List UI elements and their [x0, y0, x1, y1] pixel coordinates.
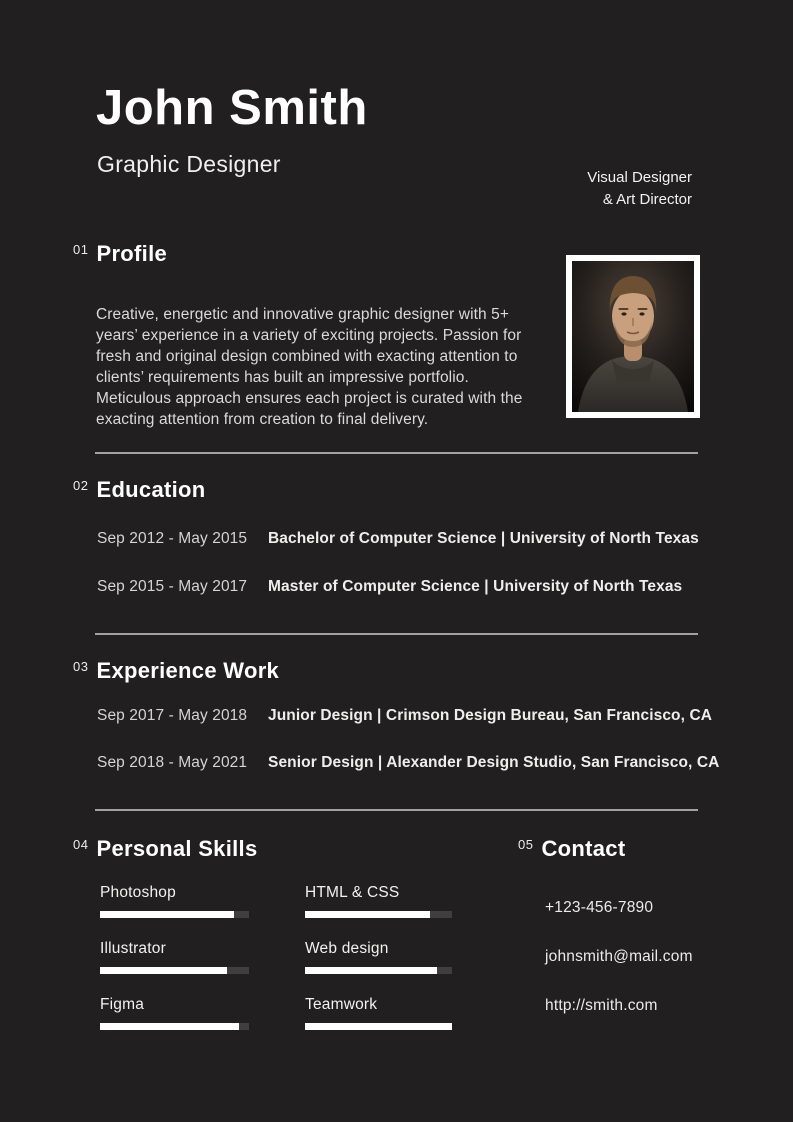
section-number: 02 [73, 478, 89, 493]
side-role [587, 167, 692, 210]
skills-grid [100, 884, 452, 1030]
experience-item [97, 707, 712, 725]
section-number: 03 [73, 659, 89, 674]
skill-bar-fill [100, 967, 227, 974]
contact-website: http://smith.com [545, 997, 658, 1014]
skill-bar-track [305, 967, 452, 974]
section-divider [95, 452, 698, 454]
skill-label: Teamwork [305, 996, 378, 1013]
education-dates: Sep 2015 - May 2017 [97, 578, 248, 595]
skill-label: HTML & CSS [305, 884, 400, 901]
skill-bar-track [100, 967, 249, 974]
experience-description: Senior Design | Alexander Design Studio, San Francisco, CA [268, 754, 720, 771]
skill-bar-track [100, 911, 249, 918]
job-title: Graphic Designer [97, 151, 281, 177]
skill-item [100, 940, 249, 974]
contact-section-heading [518, 836, 625, 861]
profile-section-heading [73, 241, 167, 266]
skill-item [100, 996, 249, 1030]
skills-section-heading [73, 836, 258, 861]
skill-bar-fill [305, 1023, 452, 1030]
experience-section-heading [73, 658, 279, 683]
contact-list [545, 899, 693, 1015]
skill-bar-fill [305, 967, 437, 974]
experience-item [97, 754, 719, 772]
section-number: 05 [518, 837, 534, 852]
experience-dates: Sep 2018 - May 2021 [97, 754, 248, 771]
education-dates: Sep 2012 - May 2015 [97, 530, 248, 547]
education-section-heading [73, 477, 206, 502]
section-number: 01 [73, 242, 89, 257]
contact-email: johnsmith@mail.com [545, 948, 693, 965]
skill-bar-track [305, 1023, 452, 1030]
education-description: Master of Computer Science | University of North Texas [268, 578, 683, 595]
side-role-line-2: & Art Director [602, 190, 692, 208]
skill-item [100, 884, 249, 918]
section-title: Personal Skills [96, 836, 258, 861]
experience-dates: Sep 2017 - May 2018 [97, 707, 248, 724]
section-divider [95, 809, 698, 811]
skill-label: Web design [305, 940, 389, 957]
skill-bar-fill [305, 911, 430, 918]
skill-label: Illustrator [100, 940, 166, 957]
skill-bar-track [305, 911, 452, 918]
section-title: Contact [541, 836, 626, 861]
skill-item [305, 884, 452, 918]
section-title: Education [96, 477, 206, 502]
section-title: Experience Work [96, 658, 280, 683]
profile-summary: Creative, energetic and innovative graphic designer with 5+ years’ experience in a variety of exciting projects. Passion for fresh and original design combined with exacting attention to clients’ requirements has built an impressive portfolio. Meticulous approach ensures each project is curated with the exacting attention from creation to final delivery. [96, 305, 523, 428]
section-title: Profile [96, 241, 168, 266]
side-role-line-1: Visual Designer [587, 169, 692, 186]
section-number: 04 [73, 837, 89, 852]
section-divider [95, 633, 698, 635]
skill-label: Photoshop [100, 884, 176, 901]
education-item [97, 578, 682, 596]
education-description: Bachelor of Computer Science | University of North Texas [268, 530, 699, 547]
skill-label: Figma [100, 996, 145, 1013]
education-item [97, 530, 699, 548]
person-name: John Smith [96, 81, 368, 135]
skill-bar-fill [100, 911, 234, 918]
skill-bar-fill [100, 1023, 239, 1030]
skill-bar-track [100, 1023, 249, 1030]
skill-item [305, 996, 452, 1030]
portrait-illustration [572, 261, 694, 412]
contact-phone: +123-456-7890 [545, 899, 654, 916]
portrait-photo [566, 255, 700, 418]
skill-item [305, 940, 452, 974]
experience-description: Junior Design | Crimson Design Bureau, San Francisco, CA [268, 707, 713, 724]
